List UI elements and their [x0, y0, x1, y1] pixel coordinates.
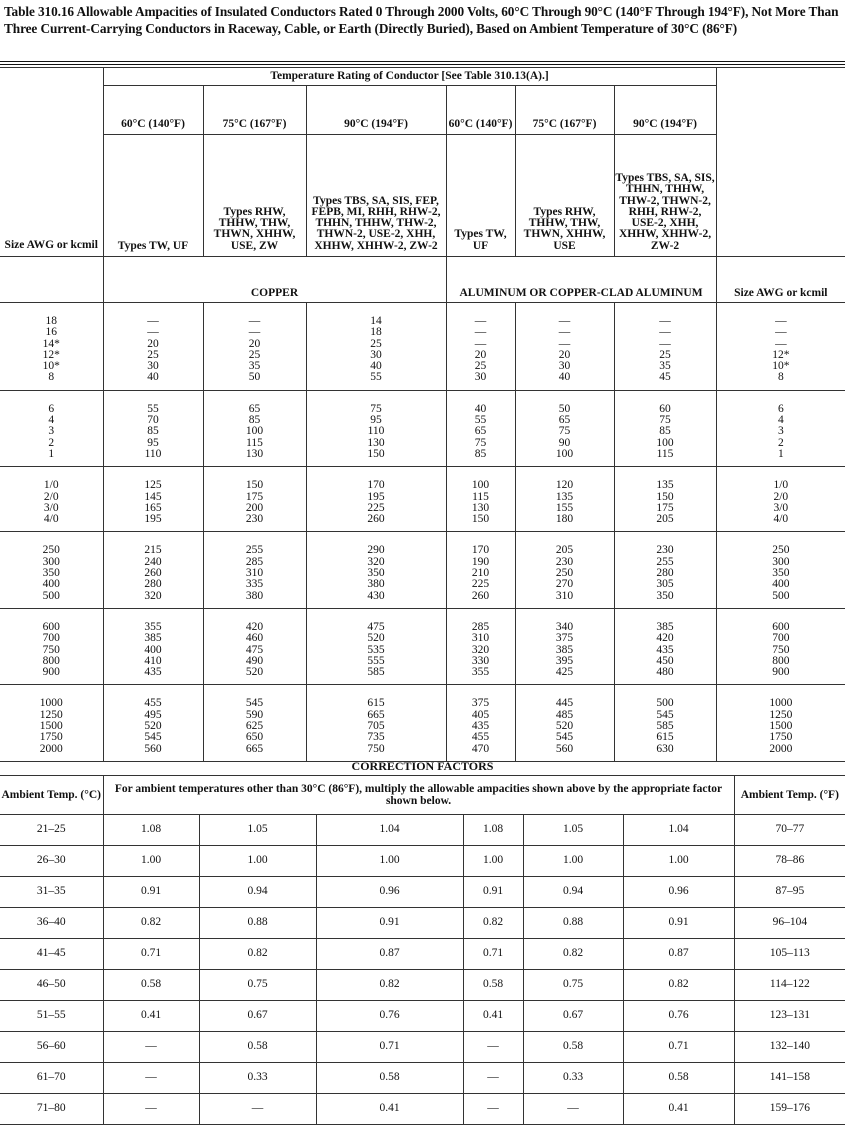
group-5-al90-cell: 500 545 585 615 630 [614, 685, 716, 761]
correction-row [0, 1063, 845, 1094]
group-2-size_r-cell: 1/0 2/0 3/0 4/0 [716, 467, 845, 532]
factor-cell: 0.58 [623, 1063, 734, 1094]
ambient-c-cell: 46–50 [0, 970, 103, 1001]
size-group-row [0, 467, 845, 532]
group-4-al90-cell: 385 420 435 450 480 [614, 608, 716, 684]
group-4-al60-cell: 285 310 320 330 355 [446, 608, 515, 684]
group-4-size_r-cell: 600 700 750 800 900 [716, 608, 845, 684]
group-2-size-cell: 1/0 2/0 3/0 4/0 [0, 467, 103, 532]
types-header-cu-75: Types RHW, THHW, THW, THWN, XHHW, USE, ZW [203, 135, 306, 257]
group-2-cu90-cell: 170 195 225 260 [306, 467, 446, 532]
group-1-size_r-cell: 6 4 3 2 1 [716, 390, 845, 466]
ambient-f-cell: 70–77 [734, 815, 845, 846]
temp-header-cu-60: 60°C (140°F) [103, 86, 203, 135]
factor-cell: 0.41 [623, 1094, 734, 1125]
factor-cell: 0.71 [463, 939, 523, 970]
group-4-cu75-cell: 420 460 475 490 520 [203, 608, 306, 684]
factor-cell: 0.76 [316, 1001, 463, 1032]
ambient-c-cell: 51–55 [0, 1001, 103, 1032]
ambient-c-cell: 21–25 [0, 815, 103, 846]
group-3-cu90-cell: 290 320 350 380 430 [306, 532, 446, 608]
factor-cell: 1.05 [199, 815, 316, 846]
factor-cell: 1.00 [199, 846, 316, 877]
group-0-al75-cell: — — — 20 30 40 [515, 303, 614, 391]
types-header-al-90: Types TBS, SA, SIS, THHN, THHW, THW-2, THWN-2, RHH, RHW-2, USE-2, XHH, XHHW, XHHW-2, ZW-2 [614, 135, 716, 257]
factor-cell: 0.91 [316, 908, 463, 939]
factor-cell: 0.94 [199, 877, 316, 908]
group-3-cu75-cell: 255 285 310 335 380 [203, 532, 306, 608]
group-4-cu60-cell: 355 385 400 410 435 [103, 608, 203, 684]
top-rule-2 [0, 64, 845, 65]
factor-cell: 1.00 [316, 846, 463, 877]
factor-cell: 1.00 [523, 846, 623, 877]
group-5-al75-cell: 445 485 520 545 560 [515, 685, 614, 761]
group-2-cu60-cell: 125 145 165 195 [103, 467, 203, 532]
ambient-c-cell: 56–60 [0, 1032, 103, 1063]
size-header: Size AWG or kcmil [0, 68, 103, 257]
blank-header-cell [716, 68, 845, 257]
temp-header-cu-90: 90°C (194°F) [306, 86, 446, 135]
factor-cell: 0.76 [623, 1001, 734, 1032]
factor-cell: 0.58 [103, 970, 199, 1001]
ambient-c-header: Ambient Temp. (°C) [0, 776, 103, 815]
group-0-al60-cell: — — — 20 25 30 [446, 303, 515, 391]
factor-cell: 0.71 [103, 939, 199, 970]
ampacity-table [0, 67, 845, 762]
group-0-cu75-cell: — — 20 25 35 50 [203, 303, 306, 391]
factor-cell: — [103, 1094, 199, 1125]
aluminum-header: ALUMINUM OR COPPER-CLAD ALUMINUM [446, 257, 716, 303]
factor-cell: — [463, 1094, 523, 1125]
factor-cell: 0.87 [623, 939, 734, 970]
factor-cell: 0.91 [623, 908, 734, 939]
correction-row [0, 970, 845, 1001]
factor-cell: — [103, 1032, 199, 1063]
group-0-al90-cell: — — — 25 35 45 [614, 303, 716, 391]
factor-cell: 1.04 [623, 815, 734, 846]
ambient-f-cell: 96–104 [734, 908, 845, 939]
temp-header-cu-75: 75°C (167°F) [203, 86, 306, 135]
factor-cell: 0.82 [199, 939, 316, 970]
factor-cell: 0.91 [103, 877, 199, 908]
factor-cell: 0.67 [199, 1001, 316, 1032]
ambient-f-cell: 114–122 [734, 970, 845, 1001]
types-header-al-60: Types TW, UF [446, 135, 515, 257]
factor-cell: 0.58 [463, 970, 523, 1001]
factor-cell: 0.58 [199, 1032, 316, 1063]
group-5-cu75-cell: 545 590 625 650 665 [203, 685, 306, 761]
group-2-al90-cell: 135 150 175 205 [614, 467, 716, 532]
group-1-cu60-cell: 55 70 85 95 110 [103, 390, 203, 466]
factor-cell: 1.00 [463, 846, 523, 877]
temp-header-al-75: 75°C (167°F) [515, 86, 614, 135]
group-2-al75-cell: 120 135 155 180 [515, 467, 614, 532]
factor-cell: — [463, 1063, 523, 1094]
size-group-row [0, 303, 845, 391]
group-0-cu90-cell: 14 18 25 30 40 55 [306, 303, 446, 391]
factor-cell: — [463, 1032, 523, 1063]
group-1-al60-cell: 40 55 65 75 85 [446, 390, 515, 466]
correction-factors-table [0, 775, 845, 1125]
factor-cell: 1.08 [463, 815, 523, 846]
ambient-c-cell: 26–30 [0, 846, 103, 877]
group-3-size-cell: 250 300 350 400 500 [0, 532, 103, 608]
ambient-c-cell: 41–45 [0, 939, 103, 970]
ambient-c-cell: 36–40 [0, 908, 103, 939]
correction-note: For ambient temperatures other than 30°C (86°F), multiply the allowable ampacities shown above by the appropriate factor shown below. [103, 776, 734, 815]
ambient-f-header: Ambient Temp. (°F) [734, 776, 845, 815]
size-group-row [0, 608, 845, 684]
size-group-row [0, 390, 845, 466]
size-header-right: Size AWG or kcmil [716, 257, 845, 303]
types-header-cu-90: Types TBS, SA, SIS, FEP, FEPB, MI, RHH, RHW-2, THHN, THHW, THW-2, THWN-2, USE-2, XHH, XHHW, XHHW-2, ZW-2 [306, 135, 446, 257]
group-3-al75-cell: 205 230 250 270 310 [515, 532, 614, 608]
factor-cell: 0.96 [623, 877, 734, 908]
factor-cell: 1.08 [103, 815, 199, 846]
factor-cell: 1.05 [523, 815, 623, 846]
factor-cell: 0.82 [103, 908, 199, 939]
factor-cell: 0.41 [463, 1001, 523, 1032]
temp-header-al-60: 60°C (140°F) [446, 86, 515, 135]
copper-header: COPPER [103, 257, 446, 303]
factor-cell: 1.00 [103, 846, 199, 877]
group-5-cu90-cell: 615 665 705 735 750 [306, 685, 446, 761]
group-5-size-cell: 1000 1250 1500 1750 2000 [0, 685, 103, 761]
ambient-f-cell: 159–176 [734, 1094, 845, 1125]
correction-row [0, 846, 845, 877]
factor-cell: 0.87 [316, 939, 463, 970]
group-1-cu90-cell: 75 95 110 130 150 [306, 390, 446, 466]
correction-row [0, 908, 845, 939]
factor-cell: — [103, 1063, 199, 1094]
group-1-al75-cell: 50 65 75 90 100 [515, 390, 614, 466]
correction-row [0, 877, 845, 908]
correction-row [0, 1001, 845, 1032]
group-5-size_r-cell: 1000 1250 1500 1750 2000 [716, 685, 845, 761]
types-header-al-75: Types RHW, THHW, THW, THWN, XHHW, USE [515, 135, 614, 257]
ambient-f-cell: 123–131 [734, 1001, 845, 1032]
group-4-size-cell: 600 700 750 800 900 [0, 608, 103, 684]
factor-cell: 1.04 [316, 815, 463, 846]
ampacity-rows [0, 303, 845, 762]
ambient-f-cell: 132–140 [734, 1032, 845, 1063]
group-5-cu60-cell: 455 495 520 545 560 [103, 685, 203, 761]
ambient-c-cell: 71–80 [0, 1094, 103, 1125]
factor-cell: 0.71 [316, 1032, 463, 1063]
group-3-cu60-cell: 215 240 260 280 320 [103, 532, 203, 608]
factor-cell: 0.33 [199, 1063, 316, 1094]
group-1-size-cell: 6 4 3 2 1 [0, 390, 103, 466]
ambient-c-cell: 31–35 [0, 877, 103, 908]
factor-cell: 0.88 [199, 908, 316, 939]
factor-cell: 0.82 [316, 970, 463, 1001]
factor-cell: 0.82 [463, 908, 523, 939]
factor-cell: 0.82 [623, 970, 734, 1001]
group-1-al90-cell: 60 75 85 100 115 [614, 390, 716, 466]
correction-row [0, 815, 845, 846]
factor-cell: 0.71 [623, 1032, 734, 1063]
group-0-size-cell: 18 16 14* 12* 10* 8 [0, 303, 103, 391]
factor-cell: — [523, 1094, 623, 1125]
size-group-row [0, 685, 845, 761]
factor-cell: 0.58 [316, 1063, 463, 1094]
temp-header-al-90: 90°C (194°F) [614, 86, 716, 135]
group-3-al60-cell: 170 190 210 225 260 [446, 532, 515, 608]
group-4-cu90-cell: 475 520 535 555 585 [306, 608, 446, 684]
factor-cell: 0.88 [523, 908, 623, 939]
group-3-al90-cell: 230 255 280 305 350 [614, 532, 716, 608]
factor-cell: 0.41 [316, 1094, 463, 1125]
correction-factors-title: CORRECTION FACTORS [351, 759, 494, 773]
ambient-f-cell: 87–95 [734, 877, 845, 908]
factor-cell: 0.75 [199, 970, 316, 1001]
size-group-row [0, 532, 845, 608]
factor-cell: — [199, 1094, 316, 1125]
factor-cell: 0.91 [463, 877, 523, 908]
correction-rows [0, 815, 845, 1125]
types-header-cu-60: Types TW, UF [103, 135, 203, 257]
group-0-size_r-cell: — — — 12* 10* 8 [716, 303, 845, 391]
group-1-cu75-cell: 65 85 100 115 130 [203, 390, 306, 466]
blank-material-cell [0, 257, 103, 303]
factor-cell: 0.94 [523, 877, 623, 908]
group-4-al75-cell: 340 375 385 395 425 [515, 608, 614, 684]
group-2-cu75-cell: 150 175 200 230 [203, 467, 306, 532]
group-0-cu60-cell: — — 20 25 30 40 [103, 303, 203, 391]
factor-cell: 0.58 [523, 1032, 623, 1063]
top-rule [0, 61, 845, 62]
correction-row [0, 1094, 845, 1125]
factor-cell: 0.96 [316, 877, 463, 908]
ambient-f-cell: 78–86 [734, 846, 845, 877]
factor-cell: 1.00 [623, 846, 734, 877]
temperature-rating-header: Temperature Rating of Conductor [See Table 310.13(A).] [103, 68, 716, 86]
group-3-size_r-cell: 250 300 350 400 500 [716, 532, 845, 608]
group-2-al60-cell: 100 115 130 150 [446, 467, 515, 532]
factor-cell: 0.33 [523, 1063, 623, 1094]
correction-row [0, 939, 845, 970]
factor-cell: 0.82 [523, 939, 623, 970]
ambient-c-cell: 61–70 [0, 1063, 103, 1094]
factor-cell: 0.41 [103, 1001, 199, 1032]
factor-cell: 0.75 [523, 970, 623, 1001]
ambient-f-cell: 105–113 [734, 939, 845, 970]
correction-row [0, 1032, 845, 1063]
factor-cell: 0.67 [523, 1001, 623, 1032]
ambient-f-cell: 141–158 [734, 1063, 845, 1094]
table-title: Table 310.16 Allowable Ampacities of Insulated Conductors Rated 0 Through 2000 Volts, 60°C Through 90°C (140°F Through 194°F), Not More Than Three Current-Carrying Conductors in Raceway, Cable, or Earth (Directly Buried), Based on Ambient Temperature of 30°C (86°F) [4, 4, 839, 36]
group-5-al60-cell: 375 405 435 455 470 [446, 685, 515, 761]
